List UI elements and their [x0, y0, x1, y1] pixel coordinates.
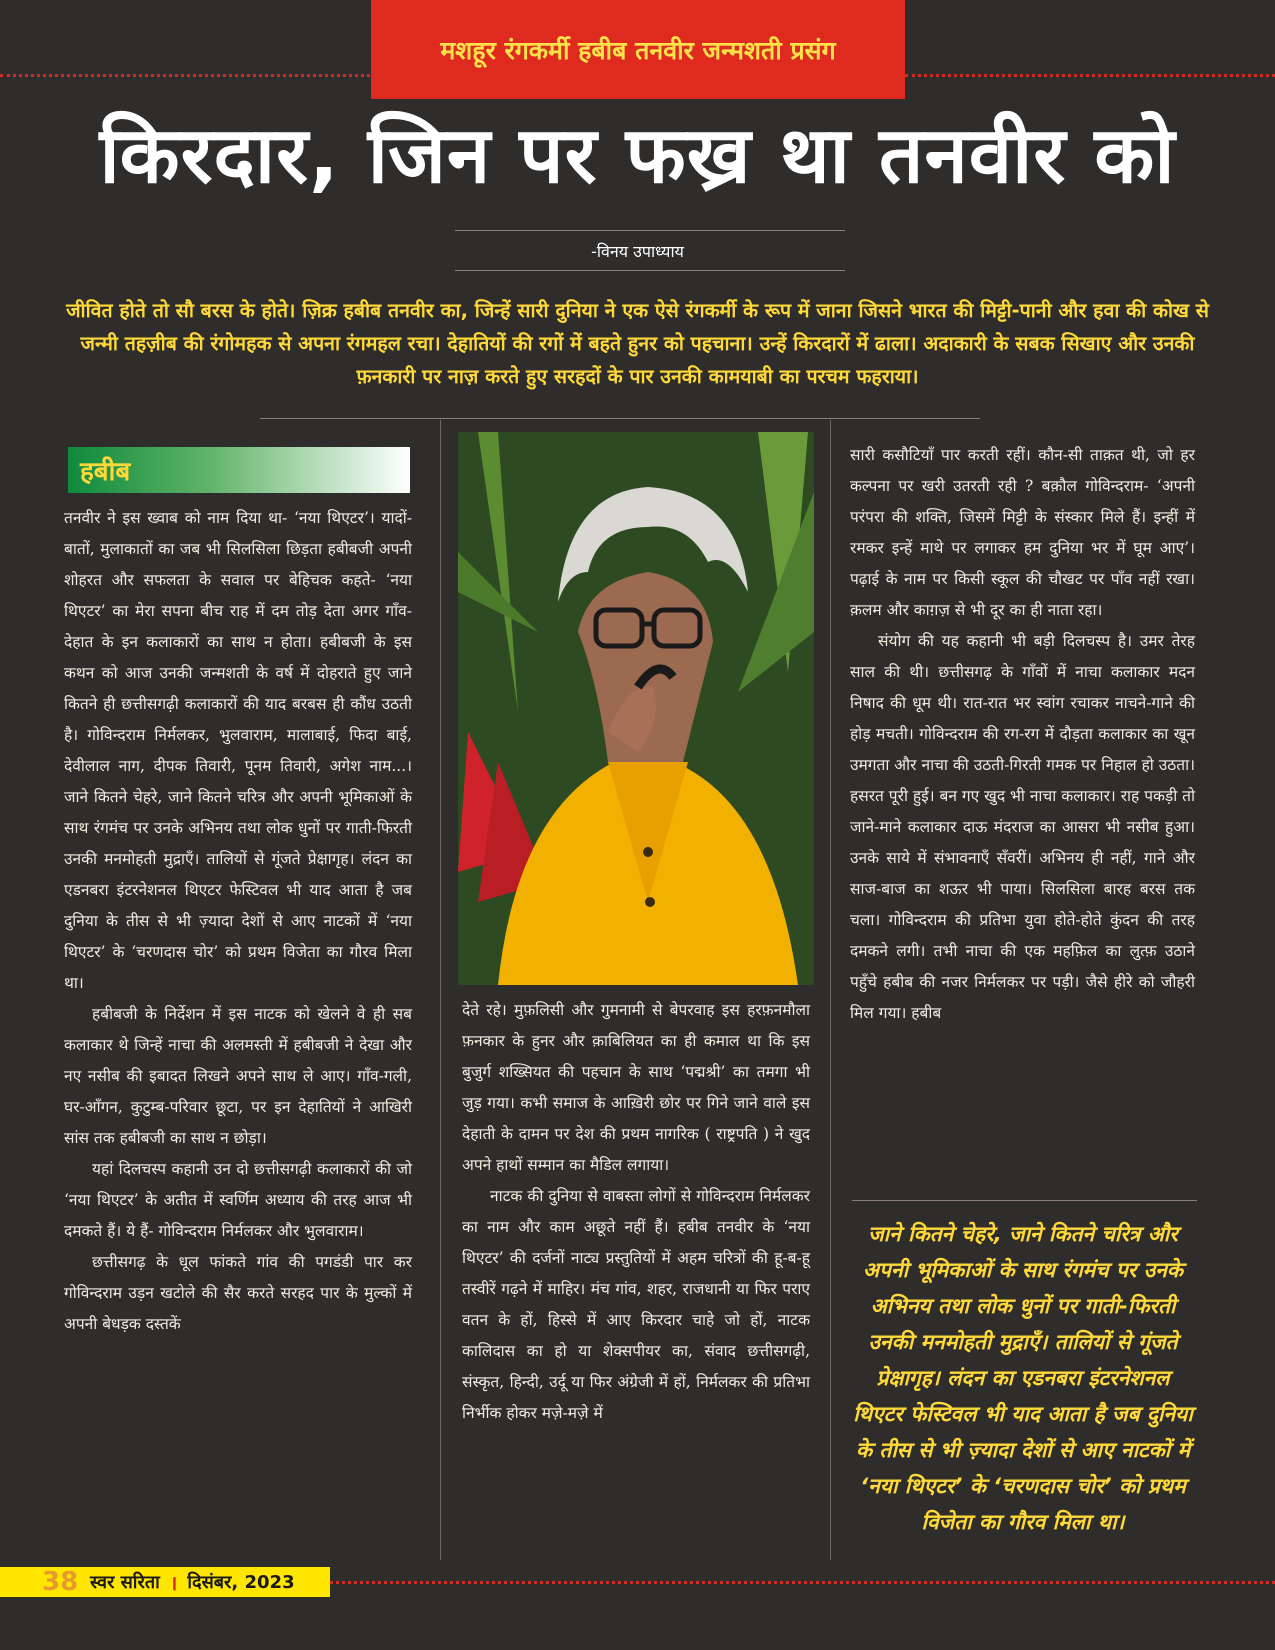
column-divider-left	[440, 420, 441, 1560]
paragraph: देते रहे। मुफ़लिसी और गुमनामी से बेपरवाह इस हरफ़नमौला फ़नकार के हुनर और क़ाबिलियत का ही कमाल था कि इस बुजुर्ग शख्सियत की पहचान के साथ ‘पद्मश्री’ का तमगा भी जुड़ गया। कभी समाज के आख़िरी छोर पर गिने जाने वाले इस देहाती के दामन पर देश की प्रथम नागरिक ( राष्ट्रपति ) ने खुद अपने हाथों सम्मान का मैडिल लगाया।	[462, 1001, 810, 1174]
article-headline: किरदार, जिन पर फख्र था तनवीर को	[99, 111, 1176, 201]
magazine-name: स्वर सरिता	[90, 1572, 160, 1593]
issue-date: दिसंबर, 2023	[187, 1572, 295, 1593]
middle-column	[462, 995, 810, 1429]
paragraph: तनवीर ने इस ख्वाब को नाम दिया था- ‘नया थिएटर’। यादों-बातों, मुलाकातों का जब भी सिलसिला छिड़ता हबीबजी अपनी शोहरत और सफलता के सवाल पर बेहिचक कहते- ‘नया थिएटर’ का मेरा सपना बीच राह में दम तोड़ देता अगर गाँव-देहात के इन कलाकारों का साथ न होता। हबीबजी के इस कथन को आज उनकी जन्मशती के वर्ष में दोहराते हुए जाने कितने ही छत्तीसगढ़ी कलाकारों की याद बरबस ही कौंध उठती है। गोविन्दराम निर्मलकर, भुलवाराम, मालाबाई, फिदा बाई, देवीलाल नाग, दीपक तिवारी, पूनम तिवारी, अगेश नाम...। जाने कितने चेहरे, जाने कितने चरित्र और अपनी भूमिकाओं के साथ रंगमंच पर उनके अभिनय तथा लोक धुनों पर गाती-फिरती उनकी मनमोहती मुद्राएँ। तालियों से गूंजते प्रेक्षागृह। लंदन का एडनबरा इंटरनेशनल थिएटर फेस्टिवल भी याद आता है जब दुनिया के तीस से भी ज़्यादा देशों से आए नाटकों में ‘नया थिएटर’ के ‘चरणदास चोर’ को प्रथम विजेता का गौरव मिला था।	[64, 509, 412, 992]
left-column	[64, 503, 412, 1340]
portrait-illustration	[458, 432, 814, 985]
section-heading: हबीब	[80, 457, 131, 487]
byline-rule-bottom	[455, 270, 845, 271]
section-banner	[371, 0, 905, 99]
byline-rule-top	[455, 230, 845, 231]
intro-divider	[260, 418, 980, 419]
paragraph: नाटक की दुनिया से वाबस्ता लोगों से गोविन्दराम निर्मलकर का नाम और काम अछूते नहीं हैं। हबीब तनवीर के ‘नया थिएटर’ की दर्जनों नाट्य प्रस्तुतियों में अहम चरित्रों की हू-ब-हू तस्वीरें गढ़ने में माहिर। मंच गांव, शहर, राजधानी या फिर पराए वतन के हों, हिस्से में आए किरदार चाहे जो हों, नाटक कालिदास का हो या शेक्सपीयर का, संवाद छत्तीसगढ़ी, संस्कृत, हिन्दी, उर्दू या फिर अंग्रेजी में हों, निर्मलकर की प्रतिभा निर्भीक होकर मज़े-मज़े में	[462, 1187, 810, 1422]
pull-quote: जाने कितने चेहरे, जाने कितने चरित्र और अपनी भूमिकाओं के साथ रंगमंच पर उनके अभिनय तथा लोक धुनों पर गाती-फिरती उनकी मनमोहती मुद्राएँ। तालियों से गूंजते प्रेक्षागृह। लंदन का एडनबरा इंटरनेशनल थिएटर फेस्टिवल भी याद आता है जब दुनिया के तीस से भी ज़्यादा देशों से आए नाटकों में ‘नया थिएटर’ के ‘चरणदास चोर’ को प्रथम विजेता का गौरव मिला था।	[853, 1222, 1193, 1534]
article-intro: जीवित होते तो सौ बरस के होते। ज़िक्र हबीब तनवीर का, जिन्हें सारी दुनिया ने एक ऐसे रंगकर्मी के रूप में जाना जिसने भारत की मिट्टी-पानी और हवा की कोख से जन्मी तहज़ीब की रंगोमहक से अपना रंगमहल रचा। देहातियों की रगों में बहते हुनर को पहचाना। उन्हें किरदारों में ढाला। अदाकारी के सबक सिखाए और उनकी फ़नकारी पर नाज़ करते हुए सरहदों के पार उनकी कामयाबी का परचम फहराया।	[66, 299, 1209, 388]
paragraph: संयोग की यह कहानी भी बड़ी दिलचस्प है। उमर तेरह साल की थी। छत्तीसगढ़ के गाँवों में नाचा कलाकार मदन निषाद की धूम थी। रात-रात भर स्वांग रचाकर नाचने-गाने की होड़ मचती। गोविन्दराम की रग-रग में दौड़ता कलाकार का खून उमगता और नाचा की उठती-गिरती गमक पर निहाल हो उठता। हसरत पूरी हुई। बन गए खुद भी नाचा कलाकार। राह पकड़ी तो जाने-माने कलाकार दाऊ मंदराज का आसरा भी नसीब हुआ। उनके साये में संभावनाएँ सँवरीं। अभिनय ही नहीं, गाने और साज-बाज का शऊर भी पाया। सिलसिला बारह बरस तक चला। गोविन्दराम की प्रतिभा युवा होते-होते कुंदन की तरह दमकने लगी। तभी नाचा की एक महफ़िल का लुत्फ़ उठाने पहुँचे हबीब की नजर निर्मलकर पर पड़ी। जैसे हीरे को जौहरी मिल गया। हबीब	[850, 632, 1196, 1022]
decorative-dotted-line-left	[0, 74, 370, 77]
section-heading-box	[68, 447, 410, 493]
column-divider-right	[830, 420, 831, 1560]
banner-text: मशहूर रंगकर्मी हबीब तनवीर जन्मशती प्रसंग	[440, 35, 836, 65]
author-byline: -विनय उपाध्याय	[591, 242, 684, 261]
decorative-dotted-line-right	[905, 74, 1275, 77]
decorative-dotted-line-bottom	[330, 1581, 1275, 1584]
paragraph: छत्तीसगढ़ के धूल फांकते गांव की पगडंडी पार कर गोविन्दराम उड़न खटोले की सैर करते सरहद पार के मुल्कों में अपनी बेधड़क दस्तकें	[64, 1253, 412, 1333]
paragraph: सारी कसौटियाँ पार करती रहीं। कौन-सी ताक़त थी, जो हर कल्पना पर खरी उतरती रही ? बक़ौल गोविन्दराम- ‘अपनी परंपरा की शक्ति, जिसमें मिट्टी के संस्कार मिले हैं। इन्हीं में रमकर इन्हें माथे पर लगाकर हम दुनिया भर में घूम आए’। पढ़ाई के नाम पर किसी स्कूल की चौखट पर पाँव नहीं रखा। क़लम और काग़ज़ से भी दूर का ही नाता रहा।	[850, 446, 1195, 619]
portrait-photo	[458, 432, 814, 985]
pull-quote-rule	[852, 1200, 1197, 1201]
page-footer	[0, 1567, 330, 1597]
right-column	[850, 440, 1195, 1029]
footer-separator: ।	[169, 1570, 178, 1595]
paragraph: हबीबजी के निर्देशन में इस नाटक को खेलने वे ही सब कलाकार थे जिन्हें नाचा की अलमस्ती में हबीबजी ने देखा और नए नसीब की इबादत लिखने अपने साथ ले आए। गाँव-गली, घर-आँगन, कुटुम्ब-परिवार छूटा, पर इन देहातियों ने आखिरी सांस तक हबीबजी का साथ न छोड़ा।	[64, 1005, 412, 1147]
paragraph: यहां दिलचस्प कहानी उन दो छत्तीसगढ़ी कलाकारों की जो ‘नया थिएटर’ के अतीत में स्वर्णिम अध्याय की तरह आज भी दमकते हैं। ये हैं- गोविन्दराम निर्मलकर और भुलवाराम।	[64, 1160, 412, 1240]
page-number: 38	[42, 1567, 79, 1597]
